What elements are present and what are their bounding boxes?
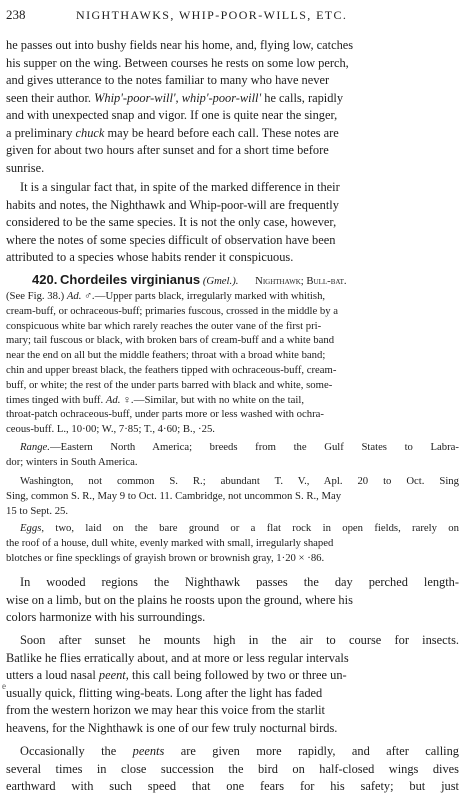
text-line xyxy=(20,743,459,761)
text-line: attributed to a species whose habits render it conspicuous. xyxy=(6,250,294,264)
species-common-name: Nighthawk; Bull-bat. xyxy=(255,275,347,287)
paragraph-evening-flight-cont xyxy=(6,650,459,738)
text-line: Soon after sunset he mounts high in the air to course for insects. xyxy=(20,633,459,647)
text-line: chin and upper breast black, the feathers tipped with ochraceous-buff, cream- xyxy=(6,363,337,376)
text-line: near the end on all but the middle feathers; throat with a broad white band; xyxy=(6,349,326,362)
text-fragment: Occasionally the xyxy=(20,744,133,758)
paragraph-dive-cont xyxy=(6,761,459,796)
text-fragment: —Similar, but with no white on the tail, xyxy=(133,393,305,406)
text-fragment: seen their author. xyxy=(6,90,95,105)
species-description xyxy=(6,289,459,437)
text-line: considered to be the same species. It is not the only case, however, xyxy=(6,215,337,229)
text-line: Sing, common S. R., May 9 to Oct. 11. Cambridge, not uncommon S. R., May xyxy=(6,489,342,502)
margin-mark: e xyxy=(2,681,6,691)
text-line: Washington, not common S. R.; abundant T. V., Apl. 20 to Oct. Sing xyxy=(20,475,459,487)
text-line: dor; winters in South America. xyxy=(6,455,138,468)
text-fragment: are given more rapidly, and after calling xyxy=(164,744,459,758)
text-line: habits and notes, the Nighthawk and Whip-poor-will are frequently xyxy=(6,197,339,212)
paragraph-species-confusion xyxy=(6,179,459,197)
range-label: Range. xyxy=(20,441,50,453)
text-fragment: —Eastern North America; breeds from the Gulf States to Labra- xyxy=(49,441,459,453)
text-line: throat-patch ochraceous-buff, under parts more or less washed with ochra- xyxy=(6,408,324,421)
species-heading xyxy=(6,272,459,289)
text-line: from the western horizon we may hear this voice from the starlit xyxy=(6,703,325,717)
text-line: colors harmonize with his surroundings. xyxy=(6,610,206,624)
text-fragment: he calls, rapidly xyxy=(261,90,344,105)
text-fragment: utters a loud nasal xyxy=(6,668,99,682)
text-line: sunrise. xyxy=(6,160,45,175)
text-line: earthward with such speed that one fears for his safety; but just xyxy=(6,779,459,793)
text-line: blotches or fine specklings of grayish brown or brownish gray, 1·20 × ·86. xyxy=(6,551,325,564)
adult-male-label: Ad. ♂. xyxy=(66,290,95,302)
text-fragment: —Upper parts black, irregularly marked with whitish, xyxy=(94,290,326,302)
whip-poor-will-call: Whip'-poor-will', whip'-poor-will' xyxy=(94,90,262,105)
eggs-cont xyxy=(6,536,459,566)
text-line: usually quick, flitting wing-beats. Long after the light has faded xyxy=(6,685,323,700)
text-line: In wooded regions the Nighthawk passes the day perched length- xyxy=(20,575,459,589)
text-line xyxy=(6,289,459,304)
paragraph-roosting-cont xyxy=(6,592,459,627)
text-line: cream-buff, or ochraceous-buff; primaries fuscous, crossed in the middle by a xyxy=(6,304,338,317)
paragraph-evening-flight-line-1 xyxy=(6,632,459,650)
species-author: (Gmel.). xyxy=(202,275,239,287)
species-scientific-name: Chordeiles virginianus xyxy=(59,272,201,287)
text-line: heavens, for the Nighthawk is one of our few truly nocturnal birds. xyxy=(6,720,338,735)
peents-call: peents xyxy=(132,744,165,758)
text-fragment: times tinged with buff. xyxy=(6,393,106,406)
text-line: given for about two hours after sunset and for a short time before xyxy=(6,143,329,157)
text-line: 15 to Sept. 25. xyxy=(6,504,69,517)
text-line: where the notes of some species difficult of observation have been xyxy=(6,232,336,247)
text-fragment: may be heard before each call. These notes are xyxy=(104,125,339,140)
text-line xyxy=(6,667,459,685)
text-line xyxy=(6,90,459,108)
paragraph-species-confusion-cont xyxy=(6,197,459,267)
text-line: mary; tail fuscous or black, with broken bars of cream-buff and a white band xyxy=(6,334,335,347)
range-line-2 xyxy=(6,455,459,470)
eggs-line-1 xyxy=(6,521,459,536)
text-line: he passes out into bushy fields near his home, and, flying low, catches xyxy=(6,38,354,52)
paragraph-continuation xyxy=(6,37,459,177)
paragraph-roosting-line-1 xyxy=(6,574,459,592)
paragraph-dive-line-1 xyxy=(6,743,459,761)
text-line: several times in close succession the bird on half-closed wings dives xyxy=(6,761,459,776)
text-fragment: , two, laid on the bare ground or a flat rock in open fields, rarely on xyxy=(41,522,459,534)
text-line xyxy=(6,393,459,408)
page-number: 238 xyxy=(6,7,26,22)
range-line-1 xyxy=(6,440,459,455)
text-line: Batlike he flies erratically about, and at more or less regular intervals xyxy=(6,650,349,665)
text-line: wise on a limb, but on the plains he roosts upon the ground, where his xyxy=(6,592,353,607)
species-number: 420. xyxy=(32,272,58,287)
text-fragment: (See Fig. 38.) xyxy=(6,290,67,302)
chuck-note: chuck xyxy=(75,125,105,140)
text-line xyxy=(20,521,459,536)
text-line: buff, or white; the rest of the under parts barred with black and white, some- xyxy=(6,378,333,391)
text-line: the roof of a house, dull white, evenly marked with small, irregularly shaped xyxy=(6,536,334,549)
text-fragment: a preliminary xyxy=(6,125,76,140)
text-line: his supper on the wing. Between courses he rests on some low perch, xyxy=(6,55,349,70)
text-line: and with unexpected snap and vigor. If one is quite near the singer, xyxy=(6,108,338,122)
running-head: NIGHTHAWKS, WHIP-POOR-WILLS, ETC. xyxy=(76,8,348,22)
eggs-label: Eggs xyxy=(20,522,42,534)
text-line: ceous-buff. L., 10·00; W., 7·85; T., 4·60; B., ·25. xyxy=(6,423,215,436)
text-line: It is a singular fact that, in spite of the marked difference in their xyxy=(20,180,340,194)
local-records-cont xyxy=(6,489,459,519)
text-fragment: , this call being followed by two or three un- xyxy=(125,668,347,682)
text-line xyxy=(20,440,459,455)
text-line: conspicuous white bar which rarely reaches the outer vane of the first pri- xyxy=(6,319,322,332)
local-records-line-1 xyxy=(6,474,459,489)
text-line xyxy=(6,125,459,143)
adult-female-label: Ad. ♀. xyxy=(105,393,134,406)
text-line: and gives utterance to the notes familiar to many who have never xyxy=(6,73,330,87)
peent-call: peent xyxy=(98,668,126,682)
